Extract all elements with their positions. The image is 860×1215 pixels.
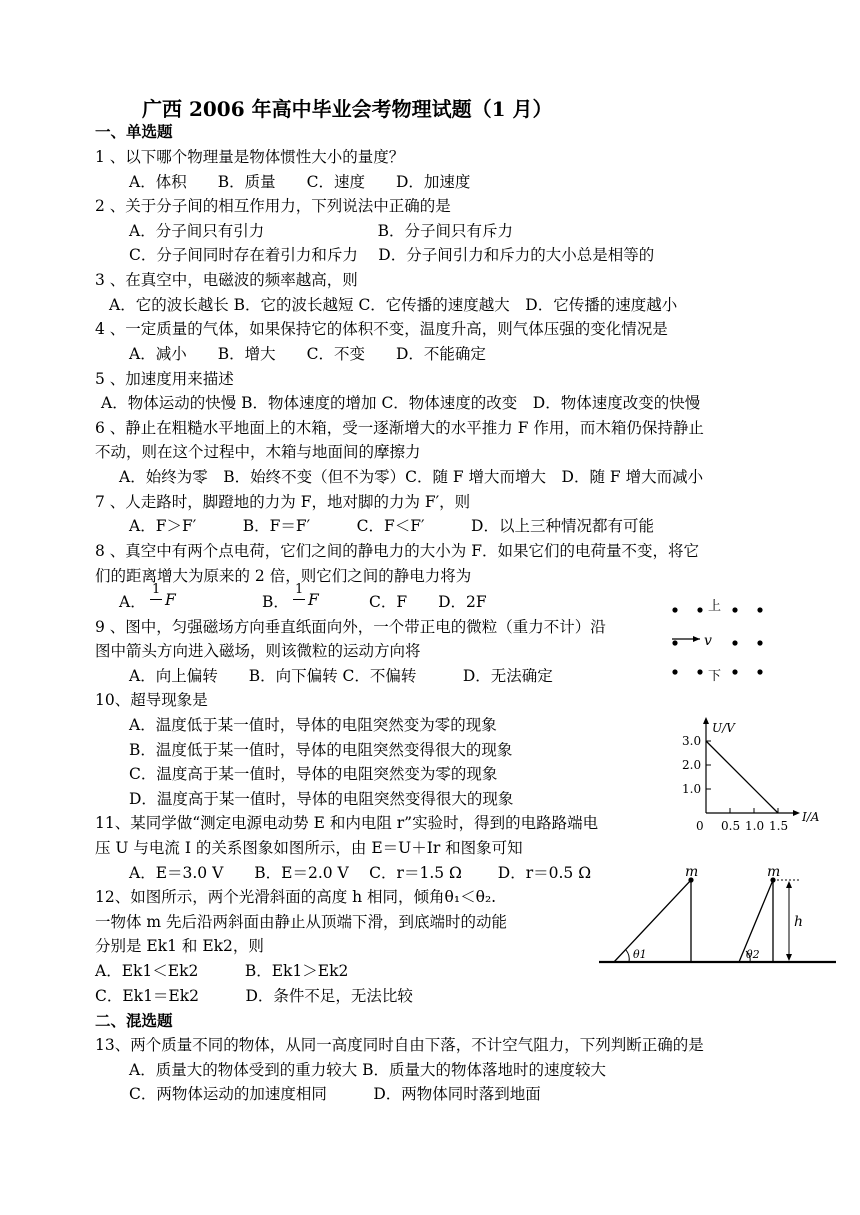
velocity-label: v (704, 633, 712, 649)
question-6-line-1: 6 、静止在粗糙水平地面上的木箱，受一逐渐增大的水平推力 F 作用，而木箱仍保持静止 (95, 419, 704, 437)
question-9-line-1: 9 、图中，匀强磁场方向垂直纸面向外，一个带正电的微粒（重力不计）沿 (95, 618, 606, 636)
y-tick-label: 3.0 (682, 734, 702, 748)
y-tick-label: 2.0 (682, 758, 702, 772)
up-label: 上 (708, 599, 722, 614)
question-5-options: A．物体运动的快慢 B．物体速度的增加 C．物体速度的改变 D．物体速度改变的快慢 (101, 394, 701, 412)
fraction-numerator: 1 (295, 582, 304, 597)
question-1-options: A．体积 B．质量 C．速度 D．加速度 (129, 173, 471, 191)
question-7-options: A．F＞F′ B．F＝F′ C．F＜F′ D．以上三种情况都有可能 (129, 517, 654, 535)
question-8-line-2: 们的距离增大为原来的 2 倍，则它们之间的静电力将为 (95, 567, 472, 585)
question-10-option-d: D．温度高于某一值时，导体的电阻突然变得很大的现象 (129, 790, 514, 808)
question-10-option-c: C．温度高于某一值时，导体的电阻突然变为零的现象 (129, 765, 498, 783)
page-title: 广西 2006 年高中毕业会考物理试题（1 月） (142, 97, 553, 121)
theta-1-label: θ1 (633, 948, 647, 961)
mass-label-1: m (685, 864, 699, 880)
question-2-options-cd: C．分子间同时存在着引力和斥力 D．分子间引力和斥力的大小总是相等的 (129, 246, 655, 264)
fraction-variable: F (165, 591, 176, 609)
data-line (706, 741, 778, 813)
mass-label-2: m (767, 864, 781, 880)
question-10-option-b: B．温度低于某一值时，导体的电阻突然变得很大的现象 (129, 741, 513, 759)
fraction-one-quarter (150, 582, 180, 620)
height-label: h (794, 914, 804, 930)
question-11-line-2: 压 U 与电流 I 的关系图象如图所示，由 E＝U＋Ir 和图象可知 (95, 839, 523, 857)
question-13-options-ab: A．质量大的物体受到的重力较大 B．质量大的物体落地时的速度较大 (129, 1061, 607, 1079)
question-10-option-a: A．温度低于某一值时，导体的电阻突然变为零的现象 (129, 716, 497, 734)
origin-label: 0 (696, 819, 704, 833)
voltage-current-chart (680, 715, 830, 840)
question-8-option-a-label: A． (119, 593, 146, 611)
fraction-variable: F (308, 591, 319, 609)
fraction-numerator: 1 (152, 582, 161, 597)
question-12-options-ab: A．Ek1＜Ek2 B．Ek1＞Ek2 (95, 962, 349, 980)
x-tick-label: 1.0 (745, 819, 765, 833)
question-12-line-2: 一物体 m 先后沿两斜面由静止从顶端下滑，到底端时的动能 (95, 913, 508, 931)
x-axis-label: I/A (802, 810, 820, 824)
field-dots (672, 607, 762, 674)
magnetic-field-diagram (660, 595, 780, 690)
question-11-line-1: 11、某同学做“测定电源电动势 E 和内电阻 r”实验时，得到的电路路端电 (95, 814, 599, 832)
x-tick-label: 0.5 (721, 819, 741, 833)
incline-planes-diagram (596, 862, 841, 972)
question-9-options: A．向上偏转 B．向下偏转 C．不偏转 D．无法确定 (129, 667, 553, 685)
question-6-line-2: 不动，则在这个过程中，木箱与地面间的摩擦力 (95, 443, 421, 461)
question-9-line-2: 图中箭头方向进入磁场，则该微粒的运动方向将 (95, 642, 421, 660)
question-3-options: A．它的波长越长 B．它的波长越短 C．它传播的速度越大 D．它传播的速度越小 (109, 296, 678, 314)
question-1: 1 、以下哪个物理量是物体惯性大小的量度？ (95, 148, 405, 166)
section-heading-single-choice: 一、单选题 (95, 122, 173, 141)
question-7: 7 、人走路时，脚蹬地的力为 F，地对脚的力为 F′，则 (95, 493, 471, 511)
question-6-options: A．始终为零 B．始终不变（但不为零）C．随 F 增大而增大 D．随 F 增大而减小 (119, 468, 704, 486)
y-axis-label: U/V (712, 721, 735, 735)
question-8-option-b-label: B． (262, 593, 289, 611)
question-13: 13、两个质量不同的物体，从同一高度同时自由下落，不计空气阻力，下列判断正确的是 (95, 1036, 704, 1054)
question-4: 4 、一定质量的气体，如果保持它的体积不变，温度升高，则气体压强的变化情况是 (95, 320, 668, 338)
y-tick-label: 1.0 (682, 782, 702, 796)
fraction-bar (293, 599, 305, 600)
question-12-line-1: 12、如图所示，两个光滑斜面的高度 h 相同，倾角θ₁＜θ₂. (95, 888, 497, 906)
question-4-options: A．减小 B．增大 C．不变 D．不能确定 (129, 345, 486, 363)
theta-2-label: θ2 (746, 948, 760, 961)
question-12-options-cd: C．Ek1＝Ek2 D．条件不足，无法比较 (95, 987, 413, 1005)
question-10: 10、超导现象是 (95, 691, 208, 709)
question-13-options-cd: C．两物体运动的加速度相同 D．两物体同时落到地面 (129, 1085, 541, 1103)
section-heading-mixed-choice: 二、混选题 (95, 1011, 173, 1030)
question-2: 2 、关于分子间的相互作用力，下列说法中正确的是 (95, 197, 451, 215)
question-11-options: A．E＝3.0 V B．E＝2.0 V C．r＝1.5 Ω D．r＝0.5 Ω (129, 864, 592, 882)
question-8-line-1: 8 、真空中有两个点电荷，它们之间的静电力的大小为 F．如果它们的电荷量不变，将它 (95, 542, 699, 560)
x-axis-arrow-icon (793, 810, 800, 816)
question-12-line-3: 分别是 Ek1 和 Ek2，则 (95, 937, 264, 955)
x-tick-label: 1.5 (769, 819, 789, 833)
fraction-bar (150, 599, 162, 600)
question-8-options-cd: C．F D．2F (369, 593, 487, 611)
question-3: 3 、在真空中，电磁波的频率越高，则 (95, 271, 358, 289)
y-axis-arrow-icon (703, 717, 709, 724)
incline-1 (614, 880, 691, 962)
down-label: 下 (708, 669, 722, 684)
question-2-options-ab: A．分子间只有引力 B．分子间只有斥力 (129, 222, 514, 240)
fraction-one-quarter-b (293, 582, 323, 620)
question-5: 5 、加速度用来描述 (95, 370, 234, 388)
angle-arc-1 (626, 950, 629, 962)
